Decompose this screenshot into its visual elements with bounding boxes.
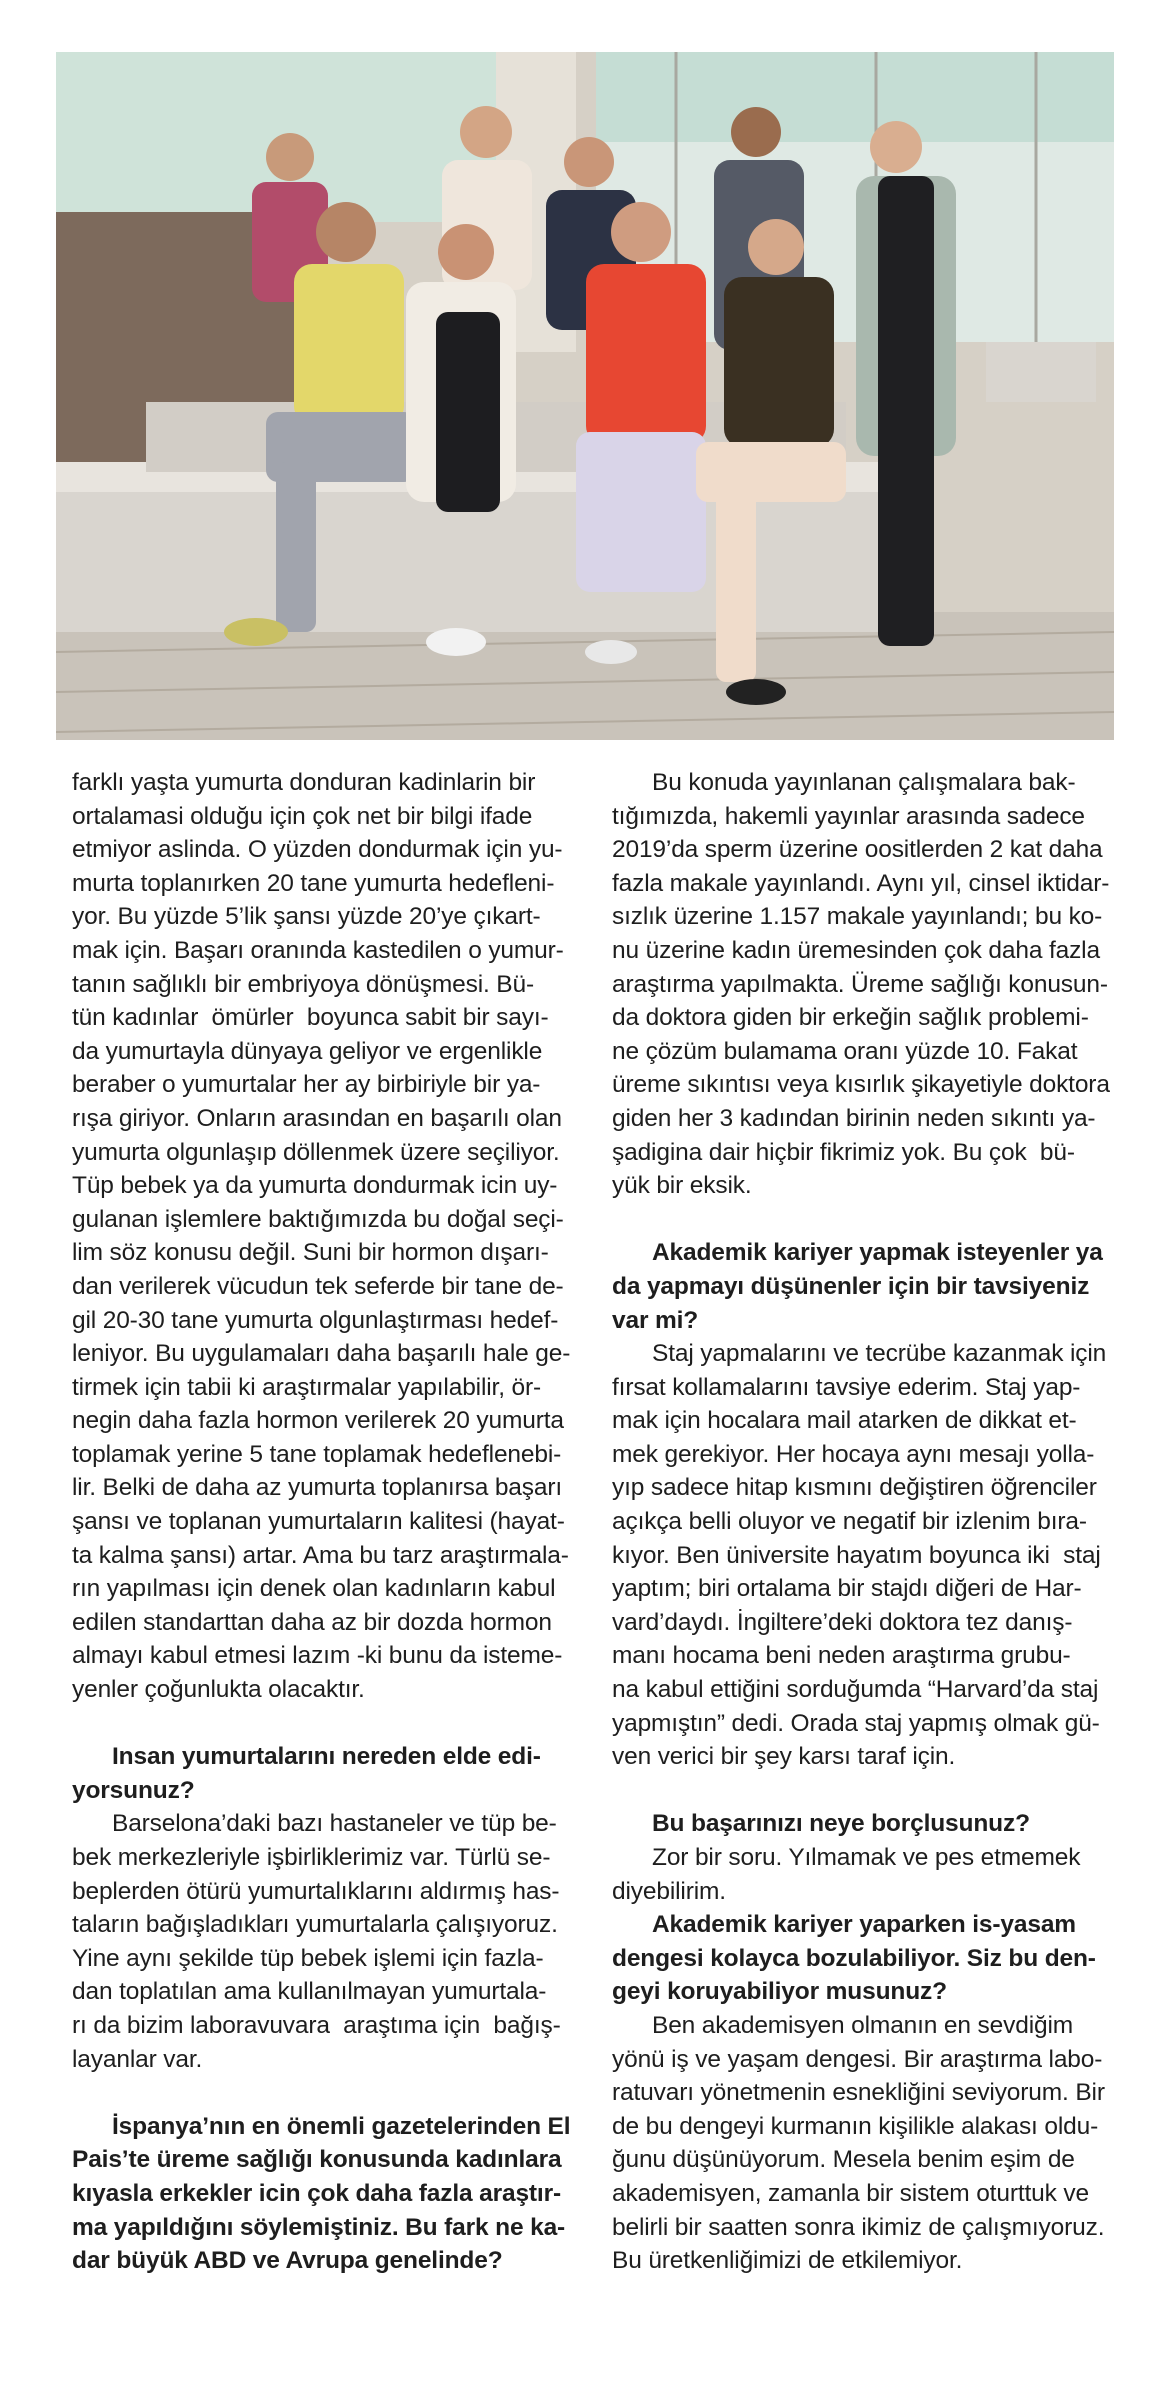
text-line: yenler çoğunlukta olacaktır.: [72, 1676, 365, 1704]
text-line: de bu dengeyi kurmanın kişilikle alakası oldu-: [612, 2112, 1099, 2140]
text-line: yapmıştın” dedi. Orada staj yapmış olmak gü-: [612, 1709, 1100, 1737]
question-line: İspanya’nın en önemli gazetelerinden El: [112, 2112, 571, 2140]
text-line: 2019’da sperm üzerine oositlerden 2 kat daha: [612, 836, 1103, 864]
text-line: giden her 3 kadından birinin neden sıkıntı ya-: [612, 1104, 1096, 1132]
text-line: yük bir eksik.: [612, 1172, 752, 1200]
text-line: ven verici bir şey karsı taraf için.: [612, 1743, 956, 1771]
interview-question: [72, 2110, 582, 2278]
text-line: yıp sadece hitap kısmını değiştiren öğrenciler: [612, 1474, 1097, 1502]
question-line: var mi?: [612, 1306, 699, 1334]
text-line: tanın sağlıklı bir embriyoya dönüşmesi. Bü-: [72, 970, 534, 998]
text-line: ta kalma şansı) artar. Ama bu tarz araştırmala-: [72, 1541, 569, 1569]
text-line: negin daha fazla hormon verilerek 20 yumurta: [72, 1407, 564, 1435]
question-line: Insan yumurtalarını nereden elde edi-: [112, 1743, 541, 1771]
text-line: kıyor. Ben üniversite hayatım boyunca iki staj: [612, 1541, 1101, 1569]
question-line: Akademik kariyer yaparken is-yasam: [652, 1911, 1076, 1939]
question-line: geyi koruyabiliyor musunuz?: [612, 1978, 947, 2006]
text-line: Zor bir soru. Yılmamak ve pes etmemek: [652, 1844, 1081, 1871]
text-line: leniyor. Bu uygulamaları daha başarılı hale ge-: [72, 1340, 571, 1368]
text-line: akademisyen, zamanla bir sistem oturttuk ve: [612, 2179, 1089, 2207]
text-line: bek merkezleriyle işbirliklerimiz var. Türlü se-: [72, 1844, 551, 1871]
text-line: beplerden ötürü yumurtalıklarını aldırmış has-: [72, 1877, 560, 1905]
text-line: nu üzerine kadın üremesinden çok daha fazla: [612, 936, 1100, 964]
text-line: vard’daydı. İngiltere’deki doktora tez danış-: [612, 1608, 1073, 1636]
group-photo-illustration: [56, 52, 1114, 740]
question-line: dengesi kolayca bozulabiliyor. Siz bu den-: [612, 1944, 1096, 1972]
text-line: Staj yapmalarını ve tecrübe kazanmak için: [652, 1340, 1107, 1368]
interview-answer: [612, 2009, 1126, 2278]
text-line: diyebilirim.: [612, 1877, 726, 1905]
interview-answer: [612, 766, 1126, 1203]
text-line: layanlar var.: [72, 2045, 203, 2073]
text-line: yor. Bu yüzde 5’lik şansı yüzde 20’ye çıkart-: [72, 903, 541, 931]
question-line: Bu başarınızı neye borçlusunuz?: [652, 1810, 1030, 1838]
paragraph-gap: [72, 1707, 582, 1741]
text-line: ortalamasi olduğu için çok net bir bilgi ifade: [72, 802, 533, 830]
question-line: Akademik kariyer yapmak isteyenler ya: [652, 1239, 1103, 1267]
paragraph-gap: [612, 1774, 1126, 1808]
text-line: Bu konuda yayınlanan çalışmalara bak-: [652, 769, 1076, 796]
text-line: Ben akademisyen olmanın en sevdiğim: [652, 2011, 1074, 2039]
question-line: dar büyük ABD ve Avrupa genelinde?: [72, 2247, 503, 2275]
interview-answer: [612, 1337, 1126, 1774]
text-line: araştırma yapılmakta. Üreme sağlığı konusun-: [612, 970, 1108, 998]
text-line: rı da bizim laboravuvara araştıma için bağış-: [72, 2011, 561, 2039]
text-line: Tüp bebek ya da yumurta dondurmak icin uy-: [72, 1172, 558, 1200]
paragraph-gap: [72, 2076, 582, 2110]
text-line: yönü iş ve yaşam dengesi. Bir araştırma labo-: [612, 2045, 1103, 2073]
text-line: taların bağışladıkları yumurtalarla çalışıyoruz.: [72, 1911, 558, 1939]
text-line: sızlık üzerine 1.157 makale yayınlandı; bu ko-: [612, 903, 1103, 931]
text-line: lim söz konusu değil. Suni bir hormon dışarı-: [72, 1239, 549, 1267]
text-line: manı hocama beni neden araştırma grubu-: [612, 1642, 1071, 1670]
question-line: yorsunuz?: [72, 1776, 195, 1804]
text-line: mak için hocalara mail atarken de dikkat et-: [612, 1407, 1077, 1435]
text-line: murta toplanırken 20 tane yumurta hedefleni-: [72, 869, 555, 897]
text-line: dan toplatılan ama kullanılmayan yumurtala-: [72, 1978, 547, 2006]
text-line: mak için. Başarı oranında kastedilen o yumur-: [72, 936, 564, 964]
interview-answer: [72, 1807, 582, 2076]
text-line: Yine aynı şekilde tüp bebek işlemi için fazla-: [72, 1944, 544, 1972]
text-line: farklı yaşta yumurta donduran kadinlarin bir: [72, 769, 536, 796]
interview-question: [612, 1908, 1126, 2009]
text-line: mek gerekiyor. Her hocaya aynı mesajı yolla-: [612, 1440, 1095, 1468]
left-column: [72, 766, 582, 2278]
text-line: almayı kabul etmesi lazım -ki bunu da isteme-: [72, 1642, 563, 1670]
text-line: tığımızda, hakemli yayınlar arasında sadece: [612, 802, 1085, 830]
text-line: yaptım; biri ortalama bir stajdı diğeri de Har-: [612, 1575, 1082, 1603]
text-line: Bu üretkenliğimizi de etkilemiyor.: [612, 2247, 963, 2275]
text-line: etmiyor aslinda. O yüzden dondurmak için yu-: [72, 836, 563, 864]
text-line: ratuvarı yönetmenin esnekliğini seviyorum. Bir: [612, 2079, 1105, 2107]
paragraph-gap: [612, 1203, 1126, 1237]
text-line: da doktora giden bir erkeğin sağlık problemi-: [612, 1004, 1089, 1032]
text-line: belirli bir saatten sonra ikimiz de çalışmıyoruz.: [612, 2213, 1105, 2241]
text-line: lir. Belki de daha az yumurta toplanırsa başarı: [72, 1474, 563, 1502]
text-line: beraber o yumurtalar her ay birbiriyle bir ya-: [72, 1071, 541, 1099]
interview-answer: [612, 1841, 1126, 1908]
text-line: gil 20-30 tane yumurta olgunlaştırması hedef-: [72, 1306, 559, 1334]
text-line: fırsat kollamalarını tavsiye ederim. Staj yap-: [612, 1373, 1081, 1401]
text-line: na kabul ettiğini sorduğumda “Harvard’da staj: [612, 1676, 1099, 1704]
text-line: ğunu düşünüyorum. Mesela benim eşim de: [612, 2146, 1075, 2174]
text-line: tirmek için tabii ki araştırmalar yapılabilir, ör-: [72, 1373, 542, 1401]
text-line: rın yapılması için denek olan kadınların kabul: [72, 1575, 556, 1603]
paragraph: [72, 766, 582, 1707]
text-line: açıkça belli oluyor ve negatif bir izlenim bıra-: [612, 1508, 1087, 1536]
question-line: kıyasla erkekler icin çok daha fazla araştır-: [72, 2179, 561, 2207]
text-line: şansı ve toplanan yumurtaların kalitesi (hayat-: [72, 1508, 565, 1536]
text-line: Barselona’daki bazı hastaneler ve tüp be-: [112, 1810, 557, 1838]
text-line: tün kadınlar ömürler boyunca sabit bir sayı-: [72, 1004, 549, 1032]
right-column: [612, 766, 1126, 2278]
interview-question: [72, 1740, 582, 1807]
text-line: toplamak yerine 5 tane toplamak hedeflenebi-: [72, 1440, 562, 1468]
text-line: da yumurtayla dünyaya geliyor ve ergenlikle: [72, 1037, 543, 1065]
text-line: yumurta olgunlaşıp döllenmek üzere seçiliyor.: [72, 1138, 560, 1166]
text-line: gulanan işlemlere baktığımızda bu doğal seçi-: [72, 1205, 564, 1233]
text-line: edilen standarttan daha az bir dozda hormon: [72, 1608, 552, 1636]
interview-question: [612, 1236, 1126, 1337]
question-line: ma yapıldığını söylemiştiniz. Bu fark ne ka-: [72, 2213, 566, 2241]
text-line: şadigina dair hiçbir fikrimiz yok. Bu çok bü-: [612, 1138, 1075, 1166]
text-line: rışa giriyor. Onların arasından en başarılı olan: [72, 1104, 562, 1132]
question-line: da yapmayı düşünenler için bir tavsiyeniz: [612, 1272, 1090, 1300]
text-line: dan verilerek vücudun tek seferde bir tane de-: [72, 1272, 564, 1300]
text-line: üreme sıkıntısı veya kısırlık şikayetiyle doktora: [612, 1071, 1110, 1099]
text-line: ne çözüm bulamama oranı yüzde 10. Fakat: [612, 1037, 1078, 1065]
interview-question: [612, 1807, 1126, 1841]
group-photo: [56, 52, 1114, 740]
text-line: fazla makale yayınlandı. Aynı yıl, cinsel iktidar-: [612, 869, 1110, 897]
question-line: Pais’te üreme sağlığı konusunda kadınlara: [72, 2146, 562, 2174]
